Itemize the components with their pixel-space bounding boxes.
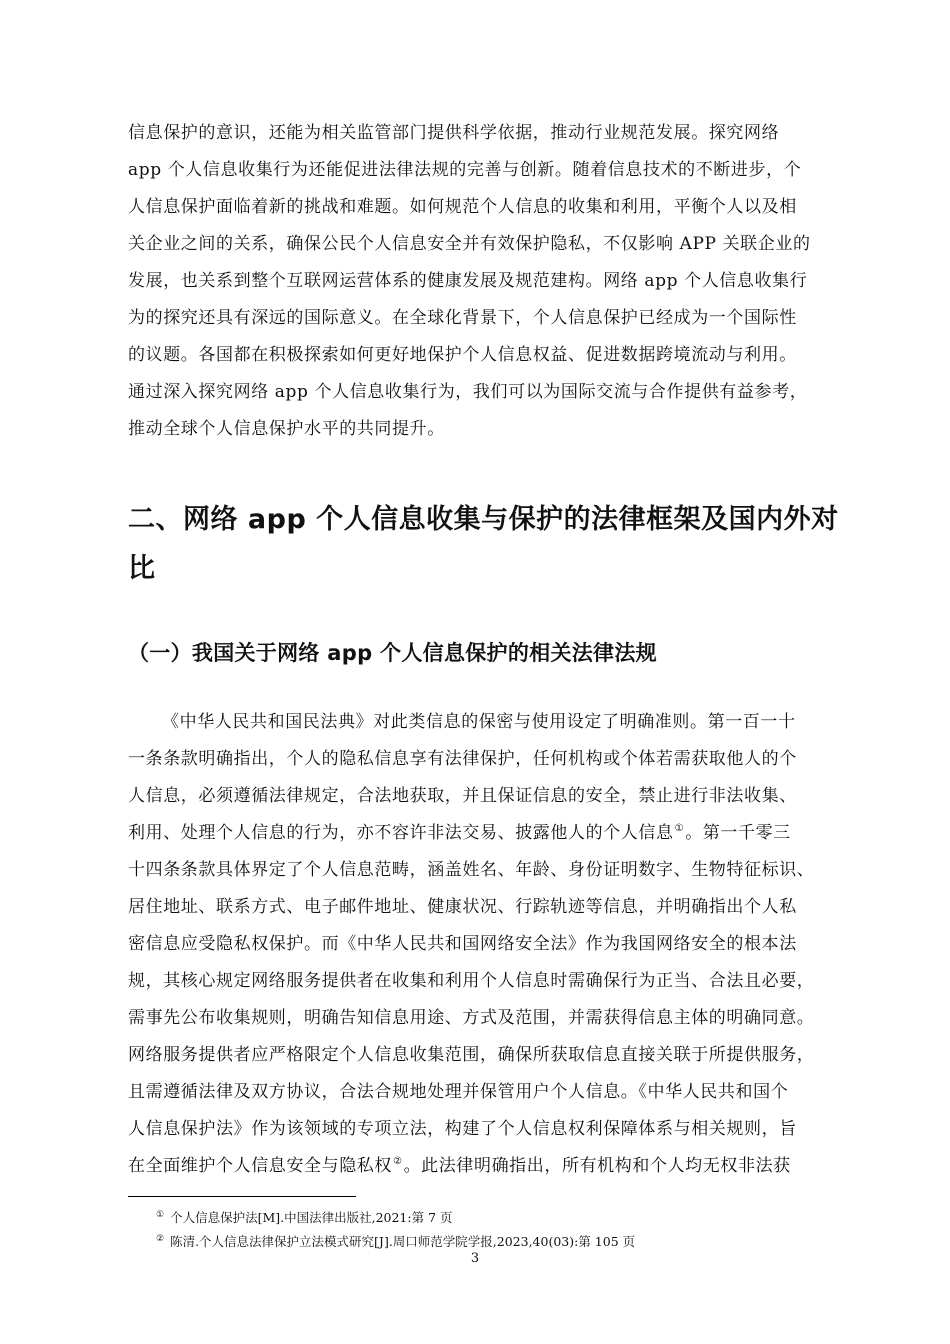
text-line (128, 1151, 791, 1176)
text-line: 的议题。各国都在积极探索如何更好地保护个人信息权益、促进数据跨境流动与利用。 (128, 345, 797, 365)
text-line: 网络服务提供者应严格限定个人信息收集范围，确保所获取信息直接关联于所提供服务， (128, 1045, 815, 1065)
text-segment: 在全面维护个人信息安全与隐私权 (128, 1156, 392, 1176)
text-line: 为的探究还具有深远的国际意义。在全球化背景下，个人信息保护已经成为一个国际性 (128, 308, 797, 328)
text-line: 《中华人民共和国民法典》对此类信息的保密与使用设定了明确准则。第一百一十 (162, 712, 796, 732)
section-heading-line2: 比 (128, 553, 156, 584)
footnote-text: 个人信息保护法[M].中国法律出版社,2021:第 7 页 (170, 1210, 453, 1225)
text-line: 人信息保护面临着新的挑战和难题。如何规范个人信息的收集和利用，平衡个人以及相 (128, 197, 797, 217)
footnote-text: 陈清.个人信息法律保护立法模式研究[J].周口师范学院学报,2023,40(03):第 105 页 (170, 1234, 636, 1249)
text-line: 发展，也关系到整个互联网运营体系的健康发展及规范建构。网络 app 个人信息收集行 (128, 271, 808, 291)
text-line: 关企业之间的关系，确保公民个人信息安全并有效保护隐私，不仅影响 APP 关联企业的 (128, 234, 811, 254)
text-line: 一条条款明确指出，个人的隐私信息享有法律保护，任何机构或个体若需获取他人的个 (128, 749, 797, 769)
footnote-ref-1[interactable]: ① (674, 823, 685, 834)
footnote-ref-2[interactable]: ② (393, 1156, 403, 1167)
text-segment: 利用、处理个人信息的行为，亦不容许非法交易、披露他人的个人信息 (128, 823, 674, 843)
text-line: 人信息，必须遵循法律规定，合法地获取，并且保证信息的安全，禁止进行非法收集、 (128, 786, 797, 806)
text-line: 规，其核心规定网络服务提供者在收集和利用个人信息时需确保行为正当、合法且必要， (128, 971, 815, 991)
footnote-marker: ② (156, 1234, 165, 1244)
footnote-2 (156, 1232, 635, 1250)
section-heading-line1: 二、网络 app 个人信息收集与保护的法律框架及国内外对 (128, 504, 839, 535)
text-line: 密信息应受隐私权保护。而《中华人民共和国网络安全法》作为我国网络安全的根本法 (128, 934, 797, 954)
text-line: 十四条条款具体界定了个人信息范畴，涵盖姓名、年龄、身份证明数字、生物特征标识、 (128, 860, 815, 880)
text-line: 需事先公布收集规则，明确告知信息用途、方式及范围，并需获得信息主体的明确同意。 (128, 1008, 815, 1028)
footnote-marker: ① (156, 1210, 165, 1220)
text-line (128, 818, 791, 843)
text-line: app 个人信息收集行为还能促进法律法规的完善与创新。随着信息技术的不断进步，个 (128, 160, 802, 180)
text-line: 居住地址、联系方式、电子邮件地址、健康状况、行踪轨迹等信息，并明确指出个人私 (128, 897, 797, 917)
text-line: 信息保护的意识，还能为相关监管部门提供科学依据，推动行业规范发展。探究网络 (128, 123, 780, 143)
text-line: 推动全球个人信息保护水平的共同提升。 (128, 419, 445, 439)
text-line: 人信息保护法》作为该领域的专项立法，构建了个人信息权利保障体系与相关规则，旨 (128, 1119, 797, 1139)
footnote-separator (128, 1196, 356, 1197)
text-segment: 。此法律明确指出，所有机构和个人均无权非法获 (403, 1156, 791, 1176)
text-line: 且需遵循法律及双方协议，合法合规地处理并保管用户个人信息。《中华人民共和国个 (128, 1082, 789, 1102)
text-segment: 。第一千零三 (685, 823, 791, 843)
page-number: 3 (470, 1251, 480, 1266)
footnote-1 (156, 1208, 453, 1226)
text-line: 通过深入探究网络 app 个人信息收集行为，我们可以为国际交流与合作提供有益参考， (128, 382, 808, 402)
subsection-heading: （一）我国关于网络 app 个人信息保护的相关法律法规 (128, 641, 657, 665)
